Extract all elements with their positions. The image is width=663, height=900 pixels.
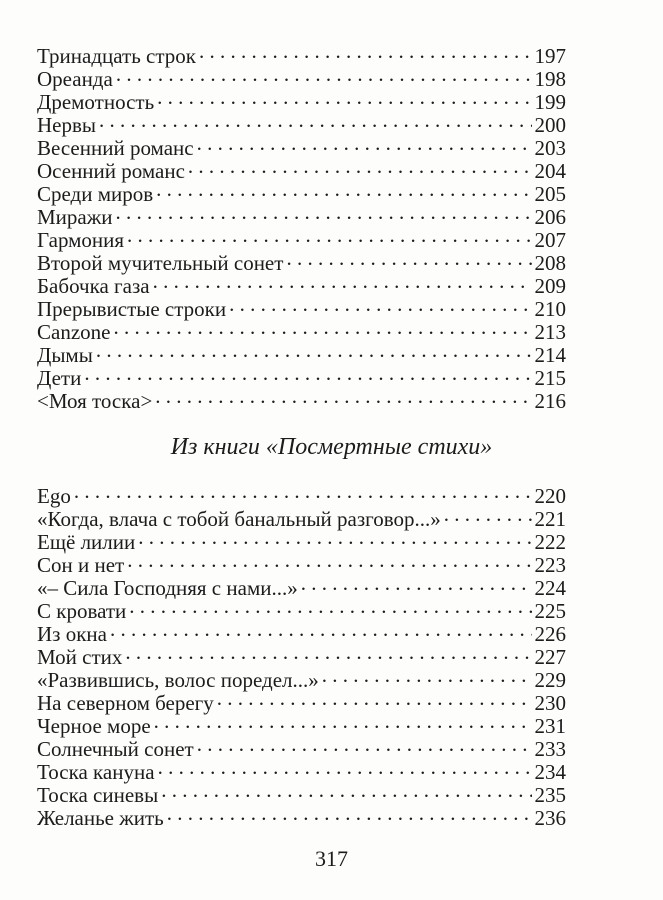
toc-entry-page: 225 xyxy=(534,599,566,623)
toc-entry xyxy=(37,86,566,114)
section-heading: Из книги «Посмертные стихи» xyxy=(170,434,493,460)
toc-entry xyxy=(37,687,566,715)
toc-entry xyxy=(37,362,566,390)
toc-entry xyxy=(37,756,566,784)
toc-entry-title: Весенний романс xyxy=(37,136,194,160)
dot-leader xyxy=(156,178,531,201)
toc-entry-title: Сон и нет xyxy=(37,553,125,577)
dot-leader xyxy=(197,733,532,756)
dot-leader xyxy=(113,316,531,339)
toc-entry-page: 222 xyxy=(534,530,566,554)
toc-entry-page: 226 xyxy=(534,622,566,646)
toc-entry-title: Тринадцать строк xyxy=(37,44,196,68)
toc-entry xyxy=(37,178,566,206)
toc-entry-page: 208 xyxy=(534,251,566,275)
toc-entry-page: 207 xyxy=(534,228,566,252)
toc-entry xyxy=(37,733,566,761)
dot-leader xyxy=(155,385,531,408)
toc-entry-title: Миражи xyxy=(37,205,113,229)
toc-entry-page: 206 xyxy=(534,205,566,229)
dot-leader xyxy=(158,756,532,779)
toc-entry-page: 214 xyxy=(534,343,566,367)
toc-entry xyxy=(37,480,566,508)
toc-entry xyxy=(37,316,566,344)
toc-entry-title: Желанье жить xyxy=(37,806,164,830)
dot-leader xyxy=(322,664,532,687)
dot-leader xyxy=(188,155,532,178)
toc-entry-title: Ego xyxy=(37,484,71,508)
dot-leader xyxy=(84,362,531,385)
dot-leader xyxy=(115,201,531,224)
dot-leader xyxy=(110,618,532,641)
toc-entry-page: 230 xyxy=(534,691,566,715)
toc-entry xyxy=(37,132,566,160)
dot-leader xyxy=(74,480,532,503)
page-number: 317 xyxy=(315,846,348,871)
toc-entry xyxy=(37,63,566,91)
toc-entry-title: Гармония xyxy=(37,228,125,252)
toc-entry-title: «Развившись, волос поредел...» xyxy=(37,668,319,692)
dot-leader xyxy=(161,779,531,802)
toc-entry-title: Тоска кануна xyxy=(37,760,155,784)
toc-entry-page: 229 xyxy=(534,668,566,692)
toc-entry-page: 223 xyxy=(534,553,566,577)
toc-entry xyxy=(37,641,566,669)
toc-entry xyxy=(37,224,566,252)
dot-leader xyxy=(154,710,532,733)
toc-entry-title: Дремотность xyxy=(37,90,155,114)
toc-entry xyxy=(37,270,566,298)
dot-leader xyxy=(116,63,532,86)
dot-leader xyxy=(153,270,532,293)
toc-entry-page: 235 xyxy=(534,783,566,807)
toc-entry-page: 220 xyxy=(534,484,566,508)
toc-entry-title: <Моя тоска> xyxy=(37,389,153,413)
dot-leader xyxy=(301,572,532,595)
toc-entry-page: 197 xyxy=(534,44,566,68)
dot-leader xyxy=(229,293,531,316)
toc-entry-title: Canzone xyxy=(37,320,111,344)
toc-entry-page: 227 xyxy=(534,645,566,669)
toc-entry-page: 213 xyxy=(534,320,566,344)
toc-entry-page: 199 xyxy=(534,90,566,114)
toc-entry-page: 224 xyxy=(534,576,566,600)
toc-entry xyxy=(37,40,566,68)
toc-entry-page: 204 xyxy=(534,159,566,183)
dot-leader xyxy=(286,247,531,270)
toc-entry xyxy=(37,664,566,692)
toc-entry-title: Мой стих xyxy=(37,645,123,669)
dot-leader xyxy=(444,503,532,526)
dot-leader xyxy=(138,526,531,549)
toc-entry-title: Дети xyxy=(37,366,82,390)
dot-leader xyxy=(197,132,532,155)
toc-entry xyxy=(37,710,566,738)
toc-entry xyxy=(37,247,566,275)
toc-entry xyxy=(37,293,566,321)
toc-entry-title: Из окна xyxy=(37,622,107,646)
toc-entry-title: Ореанда xyxy=(37,67,113,91)
toc-entry-title: Бабочка газа xyxy=(37,274,150,298)
toc-entry-title: Тоска синевы xyxy=(37,783,159,807)
toc-entry-title: На северном берегу xyxy=(37,691,214,715)
toc-entry xyxy=(37,109,566,137)
toc-entry-title: Прерывистые строки xyxy=(37,297,227,321)
dot-leader xyxy=(127,549,531,572)
dot-leader xyxy=(157,86,531,109)
toc-entry-page: 221 xyxy=(534,507,566,531)
toc-entry-title: Дымы xyxy=(37,343,93,367)
dot-leader xyxy=(199,40,532,63)
toc-entry-title: «Когда, влача с тобой банальный разговор...» xyxy=(37,507,441,531)
toc-entry-title: Ещё лилии xyxy=(37,530,136,554)
toc-entry-page: 205 xyxy=(534,182,566,206)
toc-entry xyxy=(37,526,566,554)
toc-entry-page: 233 xyxy=(534,737,566,761)
toc-entry xyxy=(37,549,566,577)
toc-entry xyxy=(37,155,566,183)
toc-entry-page: 236 xyxy=(534,806,566,830)
toc-entry-title: Солнечный сонет xyxy=(37,737,194,761)
toc-entry xyxy=(37,201,566,229)
toc-entry-page: 200 xyxy=(534,113,566,137)
toc-list-part1 xyxy=(37,40,566,413)
toc-entry-title: Нервы xyxy=(37,113,97,137)
dot-leader xyxy=(217,687,532,710)
toc-entry-page: 209 xyxy=(534,274,566,298)
toc-entry xyxy=(37,618,566,646)
toc-entry xyxy=(37,503,566,531)
toc-entry-title: Черное море xyxy=(37,714,151,738)
toc-entry-page: 203 xyxy=(534,136,566,160)
dot-leader xyxy=(129,595,531,618)
toc-entry-page: 215 xyxy=(534,366,566,390)
dot-leader xyxy=(96,339,532,362)
toc-entry-title: Осенний романс xyxy=(37,159,185,183)
toc-entry-title: Второй мучительный сонет xyxy=(37,251,284,275)
toc-entry-page: 216 xyxy=(534,389,566,413)
toc-entry-page: 210 xyxy=(534,297,566,321)
dot-leader xyxy=(99,109,531,132)
toc-list-part2 xyxy=(37,480,566,830)
dot-leader xyxy=(127,224,531,247)
toc-entry-page: 234 xyxy=(534,760,566,784)
toc-entry-title: «– Сила Господняя с нами...» xyxy=(37,576,298,600)
dot-leader xyxy=(125,641,531,664)
toc-entry xyxy=(37,779,566,807)
toc-entry-page: 231 xyxy=(534,714,566,738)
toc-entry xyxy=(37,339,566,367)
toc-entry xyxy=(37,802,566,830)
toc-entry xyxy=(37,385,566,413)
toc-entry-title: С кровати xyxy=(37,599,127,623)
toc-entry xyxy=(37,595,566,623)
toc-entry-page: 198 xyxy=(534,67,566,91)
dot-leader xyxy=(167,802,532,825)
toc-entry-title: Среди миров xyxy=(37,182,154,206)
toc-entry xyxy=(37,572,566,600)
